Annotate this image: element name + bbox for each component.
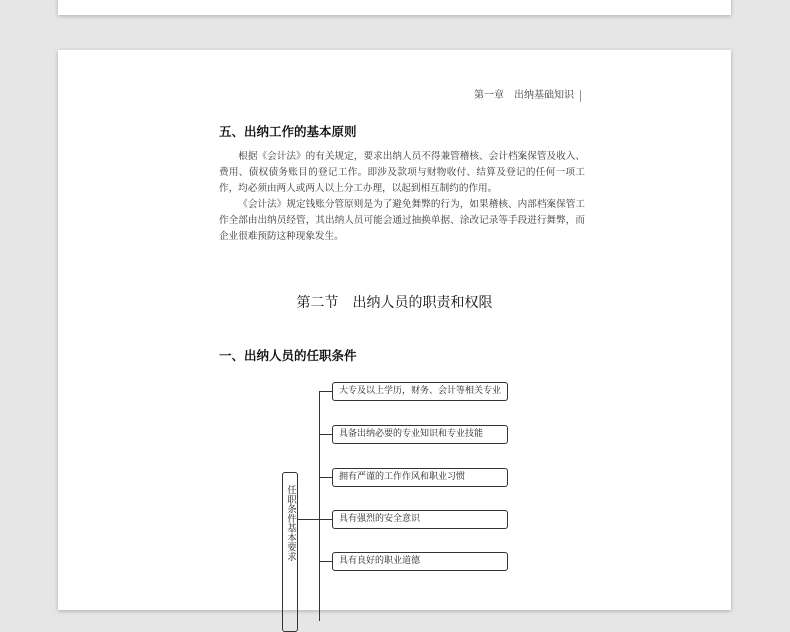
connector bbox=[319, 434, 332, 435]
paragraph: 根据《会计法》的有关规定，要求出纳人员不得兼管稽核、会计档案保管及收入、费用、债权债务账目的登记工作。即涉及款项与财物收付、结算及登记的任何一项工作，均必须由两人或两人以上分工办理，以起到相互制约的作用。 bbox=[219, 151, 585, 194]
connector bbox=[319, 519, 332, 520]
connector bbox=[319, 561, 332, 562]
diagram-item: 具有强烈的安全意识 bbox=[332, 510, 508, 529]
section-body bbox=[219, 149, 585, 245]
section-heading: 五、出纳工作的基本原则 bbox=[219, 124, 357, 139]
connector bbox=[319, 391, 320, 621]
connector bbox=[319, 477, 332, 478]
diagram-item: 大专及以上学历，财务、会计等相关专业 bbox=[332, 382, 508, 401]
diagram-item: 拥有严谨的工作作风和职业习惯 bbox=[332, 468, 508, 487]
document-page bbox=[58, 50, 731, 610]
connector bbox=[319, 391, 332, 392]
connector bbox=[298, 519, 319, 520]
previous-page bbox=[58, 0, 731, 15]
running-header: 第一章 出纳基础知识 bbox=[474, 90, 581, 102]
diagram-item: 具备出纳必要的专业知识和专业技能 bbox=[332, 425, 508, 444]
paragraph: 《会计法》规定钱账分管原则是为了避免舞弊的行为，如果稽核、内部档案保管工作全部由出纳员经管，其出纳人员可能会通过抽换单据、涂改记录等手段进行舞弊，而企业很难预防这种现象发生。 bbox=[219, 199, 585, 242]
diagram-root: 任职条件基本要求 bbox=[282, 472, 298, 632]
subsection-heading: 一、出纳人员的任职条件 bbox=[219, 348, 357, 363]
diagram-item: 具有良好的职业道德 bbox=[332, 552, 508, 571]
chapter-section-title: 第二节 出纳人员的职责和权限 bbox=[296, 295, 493, 311]
